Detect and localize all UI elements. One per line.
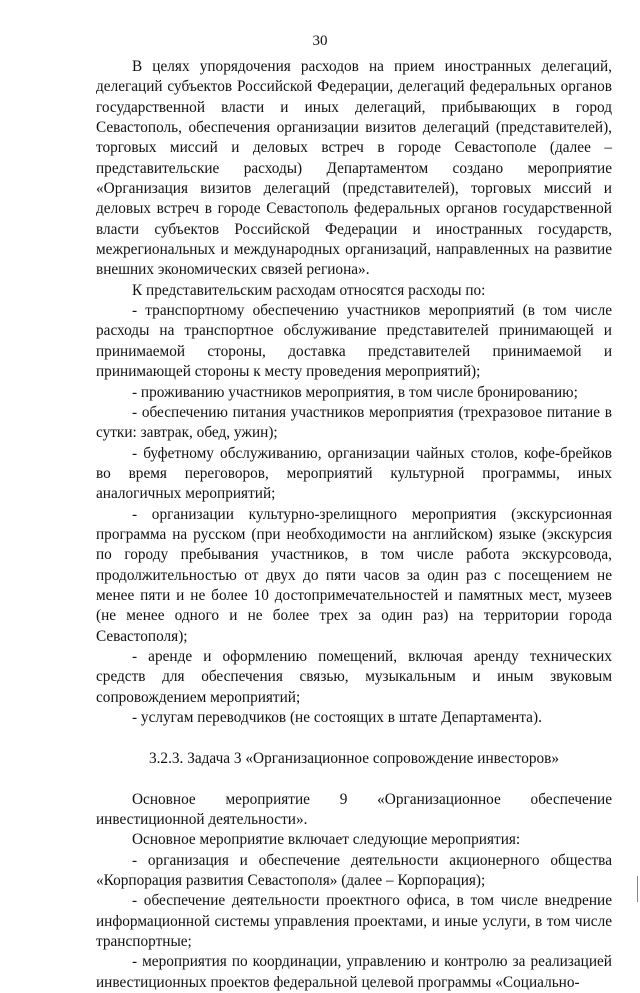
scan-edge-mark bbox=[637, 876, 638, 902]
list-item: - организации культурно-зрелищного мероприятия (экскурсионная программа на русском (при необходимости на английском) языке (экскурсия по городу пребывания участников, в том числе работа экскурсовода, продолжительностью от двух до пяти часов за один раз с посещением не менее пяти и не более 10 достопримечательностей и памятных мест, музеев (не менее одного и не более трех за один раз) на территории города Севастополя); bbox=[96, 505, 612, 645]
document-body bbox=[96, 57, 612, 993]
paragraph: Основное мероприятие включает следующие мероприятия: bbox=[132, 831, 521, 849]
list-item: - транспортному обеспечению участников мероприятий (в том числе расходы на транспортное обслуживание представителей принимающей и принимаемой стороны, доставка представителей принимаемой и принимающей стороны к месту проведения мероприятий); bbox=[96, 302, 612, 381]
list-item: - аренде и оформлению помещений, включая аренду технических средств для обеспечения связью, музыкальным и иным звуковым сопровождением мероприятий; bbox=[96, 647, 612, 706]
section-heading: 3.2.3. Задача 3 «Организационное сопровождение инвесторов» bbox=[148, 750, 560, 768]
list-item: - проживанию участников мероприятия, в том числе бронированию; bbox=[132, 383, 578, 401]
list-item: - обеспечение деятельности проектного офиса, в том числе внедрение информационной системы управления проектами, и иные услуги, в том числе транспортные; bbox=[96, 892, 612, 951]
list-item: - буфетному обслуживанию, организации чайных столов, кофе-брейков во время переговоров, мероприятий культурной программы, иных аналогичных мероприятий; bbox=[96, 444, 612, 503]
list-item: - услугам переводчиков (не состоящих в штате Департамента). bbox=[132, 709, 542, 726]
page-number: 30 bbox=[312, 33, 328, 49]
paragraph: К представительским расходам относятся расходы по: bbox=[132, 281, 486, 299]
list-item: - мероприятия по координации, управлению и контролю за реализацией инвестиционных проектов федеральной целевой программы «Социально- bbox=[96, 953, 612, 991]
paragraph: В целях упорядочения расходов на прием иностранных делегаций, делегаций субъектов Российской Федерации, делегаций федеральных органов государственной власти и иных делегаций, прибывающих в город Севастополь, обеспечения организации визитов делегаций (представителей), торговых миссий и деловых встреч в городе Севастополе (далее – представительские расходы) Департаментом создано мероприятие «Организация визитов делегаций (представителей), торговых миссий и деловых встреч в городе Севастополь федеральных органов государственной власти субъектов Российской Федерации и иностранных государств, межрегиональных и международных организаций, направленных на развитие внешних экономических связей региона». bbox=[96, 58, 612, 279]
list-item: - организация и обеспечение деятельности акционерного общества «Корпорация развития Севастополя» (далее – Корпорация); bbox=[96, 851, 612, 890]
list-item: - обеспечению питания участников мероприятия (трехразовое питание в сутки: завтрак, обед, ужин); bbox=[96, 403, 612, 442]
paragraph: Основное мероприятие 9 «Организационное обеспечение инвестиционной деятельности». bbox=[96, 790, 612, 829]
